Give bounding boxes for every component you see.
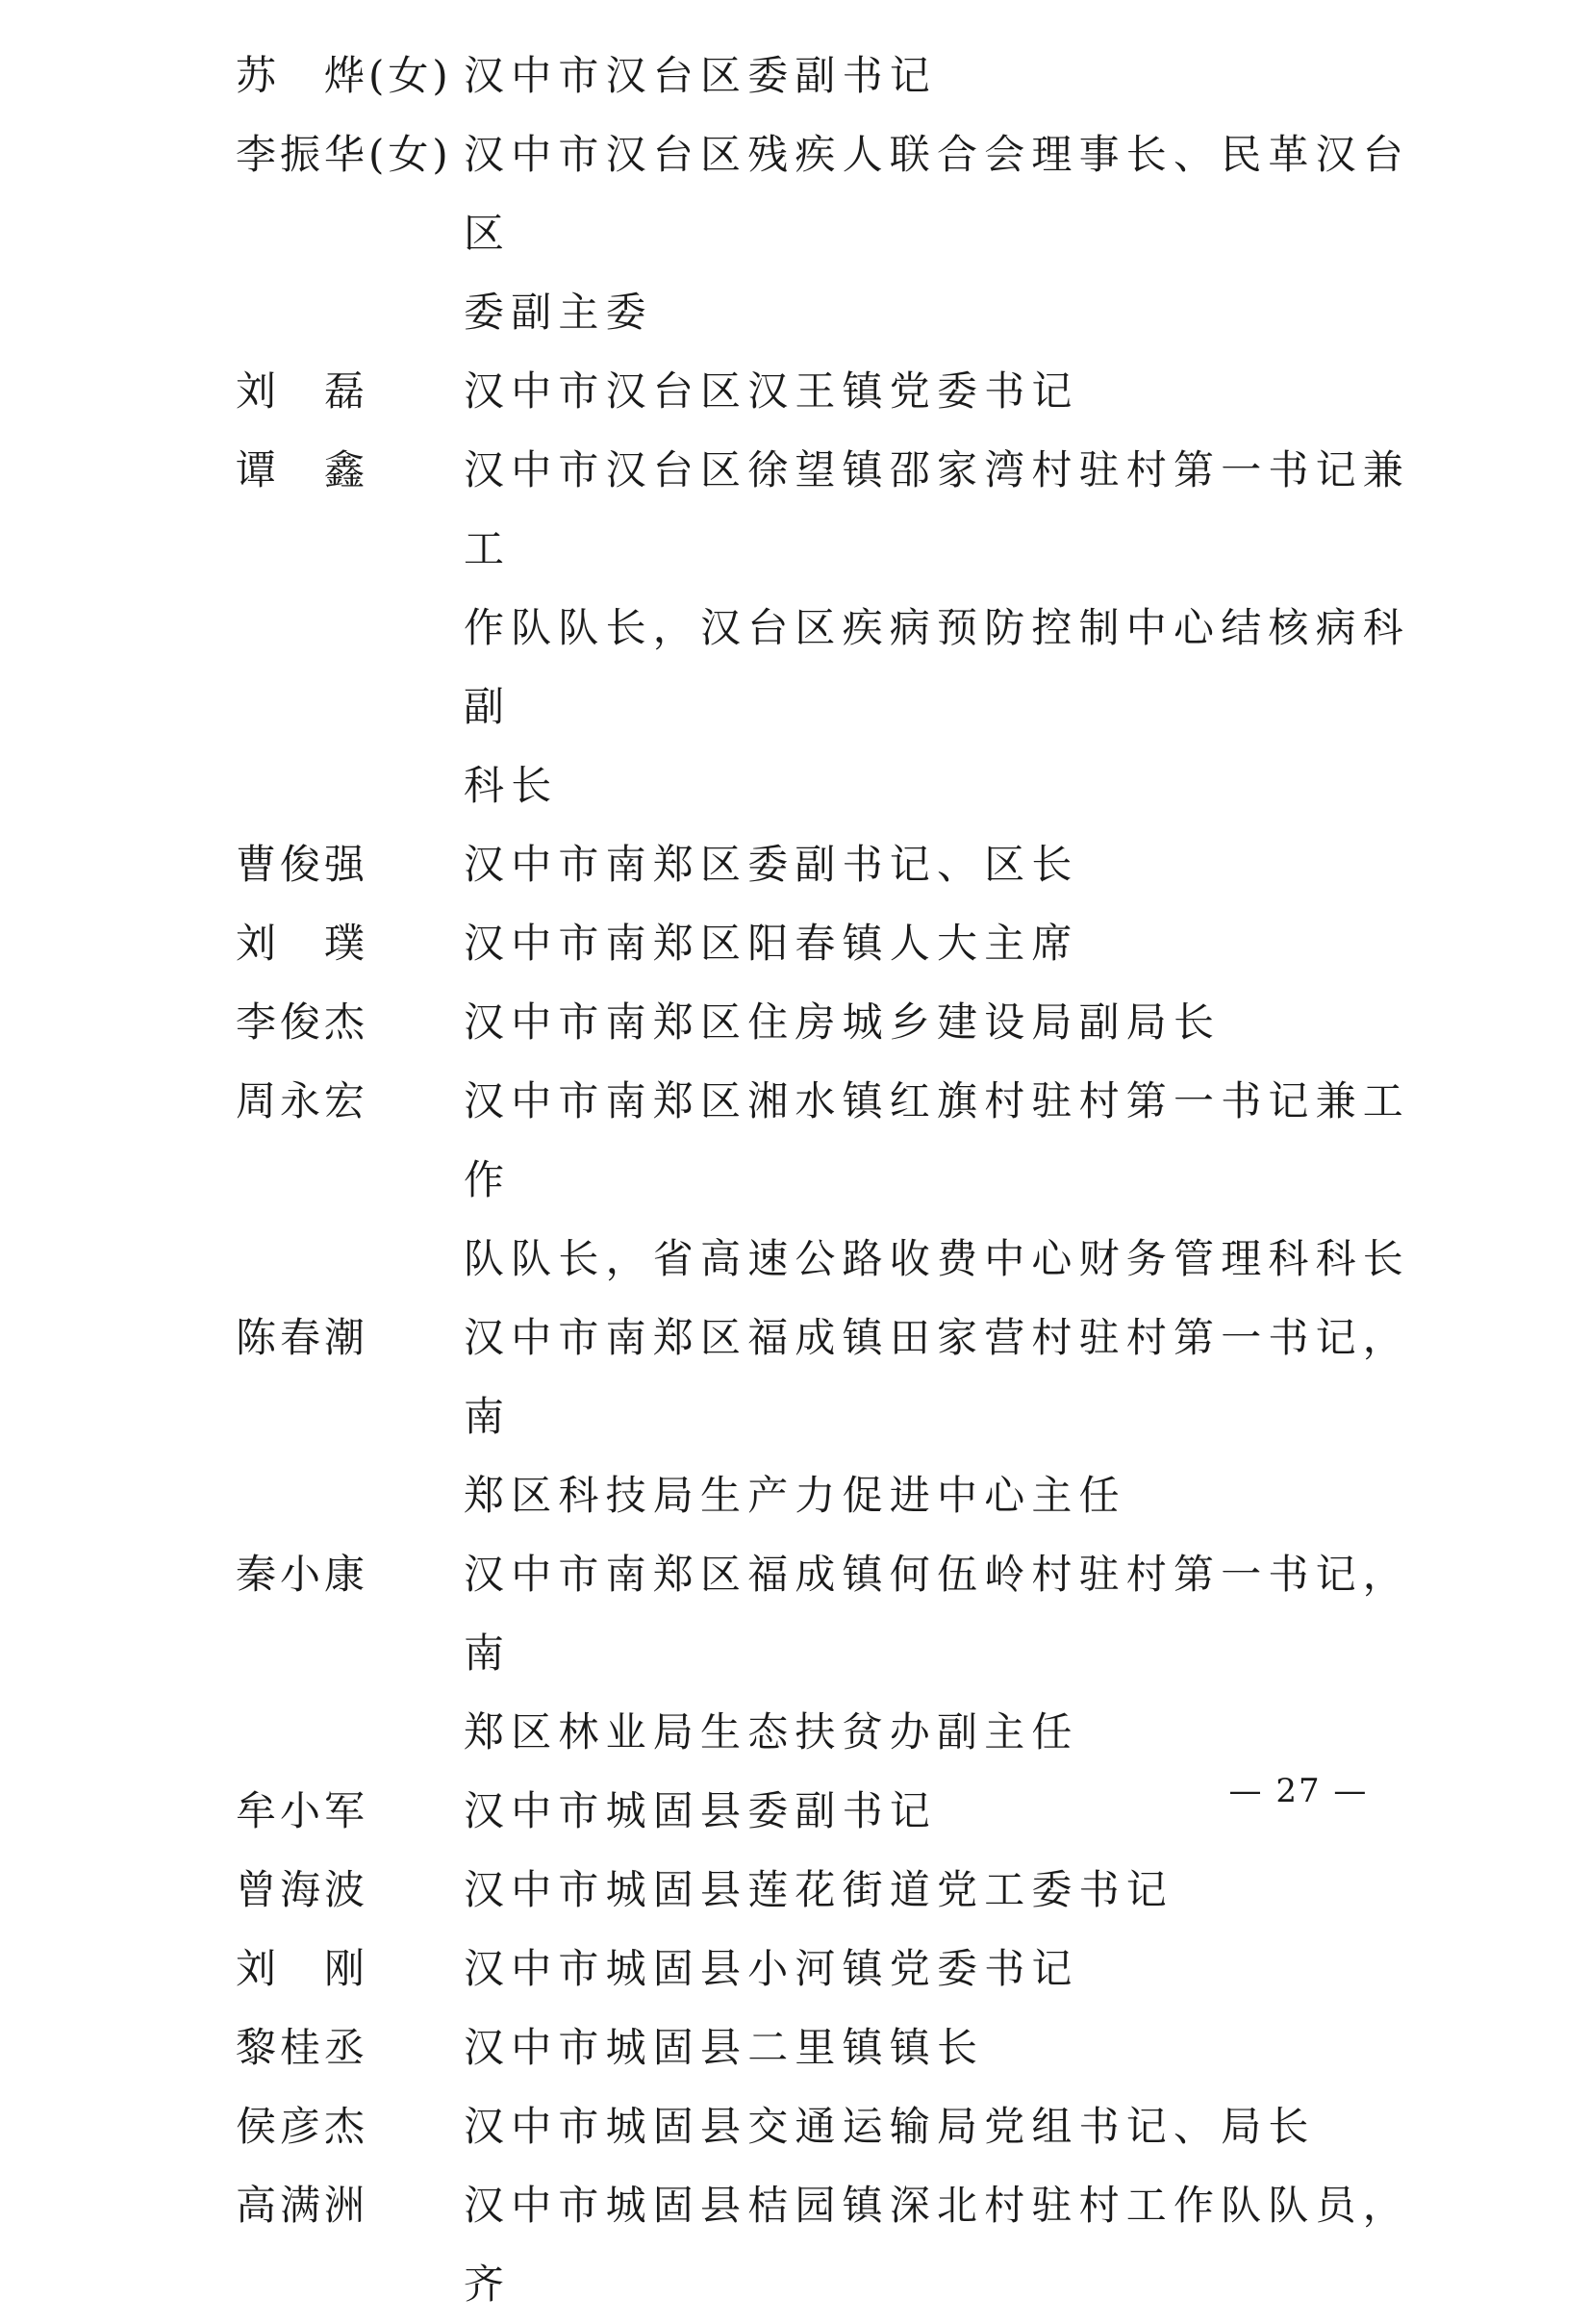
list-item [236,1535,1419,1772]
person-name: 李振华(女) [236,131,452,178]
person-position: 汉中市南郑区阳春镇人大主席 [464,920,1079,967]
list-item [236,2008,1419,2087]
person-name: 高满洲 [236,2182,369,2229]
person-position: 汉中市汉台区残疾人联合会理事长、民革汉台区 委副主委 [464,131,1411,336]
list-item [236,431,1419,825]
person-name: 曾海波 [236,1866,369,1913]
list-item [236,115,1419,352]
list-item [236,1299,1419,1535]
person-name: 黎桂丞 [236,2024,369,2071]
person-name: 曹俊强 [236,841,369,888]
person-position: 汉中市城固县桔园镇深北村驻村工作队队员，齐 [464,2182,1411,2308]
person-position: 汉中市城固县交通运输局党组书记、局长 [464,2103,1316,2150]
list-item [236,352,1419,431]
person-position: 汉中市城固县莲花街道党工委书记 [464,1866,1174,1913]
person-name: 秦小康 [236,1551,369,1598]
person-name: 李俊杰 [236,998,369,1046]
person-position: 汉中市汉台区汉王镇党委书记 [464,367,1079,415]
person-position: 汉中市南郑区住房城乡建设局副局长 [464,998,1222,1046]
person-name: 苏 烨(女) [236,52,452,99]
person-position: 汉中市南郑区福成镇田家营村驻村第一书记，南 郑区科技局生产力促进中心主任 [464,1314,1411,1519]
person-position: 汉中市城固县二里镇镇长 [464,2024,985,2071]
person-position: 汉中市汉台区委副书记 [464,52,938,99]
person-name: 陈春潮 [236,1314,369,1361]
list-item [236,2087,1419,2166]
list-item [236,904,1419,983]
list-item [236,2166,1419,2324]
person-position: 汉中市城固县委副书记 [464,1787,938,1834]
person-position: 汉中市南郑区委副书记、区长 [464,841,1079,888]
person-name: 刘 磊 [236,367,369,415]
person-position: 汉中市南郑区福成镇何伍岭村驻村第一书记，南 郑区林业局生态扶贫办副主任 [464,1551,1411,1756]
list-item [236,1930,1419,2008]
person-position: 汉中市汉台区徐望镇邵家湾村驻村第一书记兼工 作队队长，汉台区疾病预防控制中心结核病科副 科长 [464,446,1411,809]
person-name: 牟小军 [236,1787,369,1834]
person-name: 刘 刚 [236,1945,369,1992]
list-item [236,983,1419,1062]
list-item [236,1062,1419,1299]
list-item [236,37,1419,115]
personnel-list [236,37,1419,2324]
page-number: — 27 — [1228,1772,1369,1810]
person-name: 刘 璞 [236,920,369,967]
person-name: 周永宏 [236,1077,369,1124]
list-item [236,1851,1419,1930]
person-name: 侯彦杰 [236,2103,369,2150]
list-item [236,825,1419,904]
person-position: 汉中市城固县小河镇党委书记 [464,1945,1079,1992]
person-position: 汉中市南郑区湘水镇红旗村驻村第一书记兼工作 队队长，省高速公路收费中心财务管理科科长 [464,1077,1411,1282]
person-name: 谭 鑫 [236,446,369,493]
